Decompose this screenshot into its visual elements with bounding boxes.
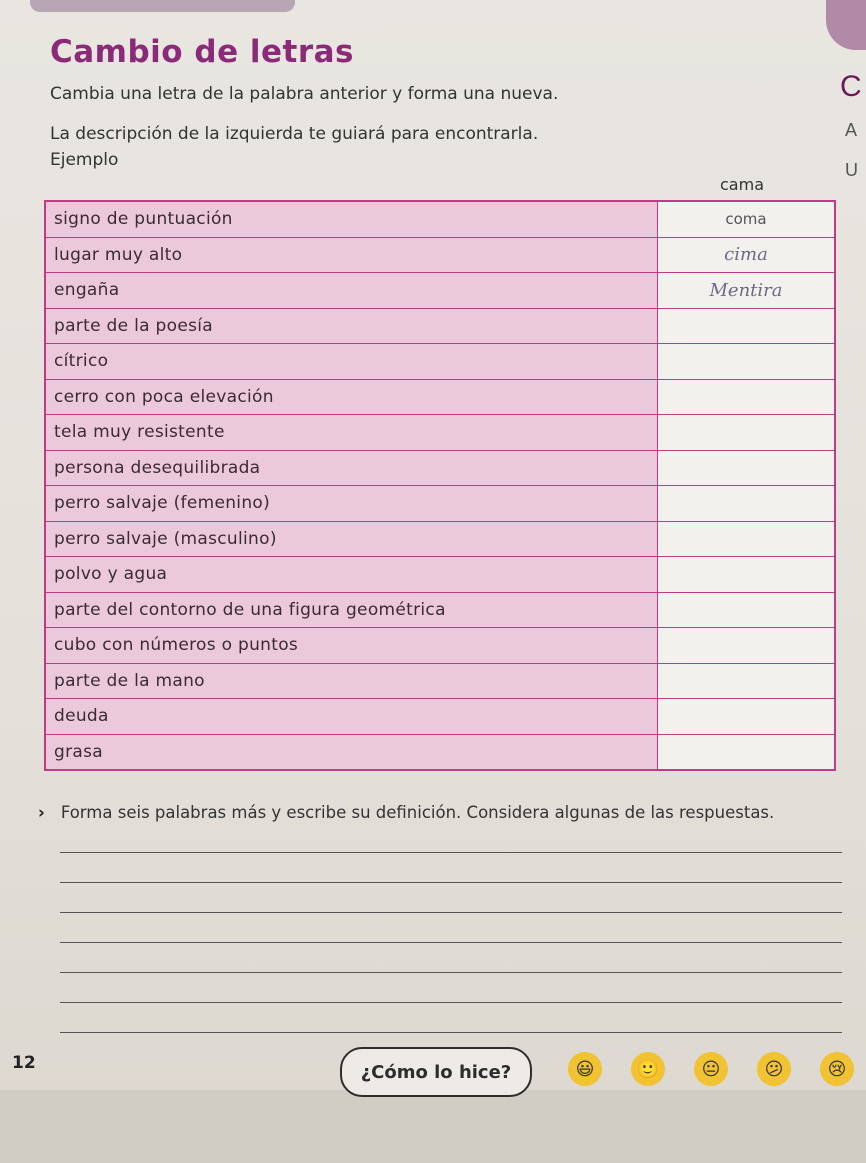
top-decorative-band bbox=[30, 0, 295, 12]
answer-line[interactable] bbox=[60, 852, 842, 853]
table-row bbox=[46, 309, 834, 345]
table-row bbox=[46, 699, 834, 735]
answer-cell[interactable]: coma bbox=[658, 202, 834, 237]
sad-face-icon[interactable]: 😢 bbox=[820, 1052, 854, 1086]
definition-cell: grasa bbox=[46, 735, 658, 770]
example-label: Ejemplo bbox=[50, 150, 119, 170]
instruction-2: La descripción de la izquierda te guiará para encontrarla. bbox=[50, 124, 539, 144]
answer-cell[interactable] bbox=[658, 309, 834, 344]
footer-bar bbox=[0, 1090, 866, 1163]
answer-line[interactable] bbox=[60, 1002, 842, 1003]
answer-cell[interactable] bbox=[658, 628, 834, 663]
answer-cell[interactable] bbox=[658, 344, 834, 379]
table-row bbox=[46, 273, 834, 309]
table-row bbox=[46, 522, 834, 558]
table-row bbox=[46, 557, 834, 593]
exercise-prompt bbox=[38, 803, 774, 822]
table-row bbox=[46, 202, 834, 238]
table-row bbox=[46, 451, 834, 487]
table-row bbox=[46, 380, 834, 416]
answer-line[interactable] bbox=[60, 912, 842, 913]
exercise-prompt-text: Forma seis palabras más y escribe su definición. Considera algunas de las respuestas. bbox=[60, 803, 775, 822]
table-row bbox=[46, 415, 834, 451]
answer-cell[interactable] bbox=[658, 735, 834, 770]
answer-cell[interactable]: cima bbox=[658, 238, 834, 273]
definition-cell: parte de la poesía bbox=[46, 309, 658, 344]
edge-letter-a: A bbox=[845, 120, 858, 140]
definition-cell: signo de puntuación bbox=[46, 202, 658, 237]
answer-cell[interactable] bbox=[658, 486, 834, 521]
definition-cell: persona desequilibrada bbox=[46, 451, 658, 486]
answer-line[interactable] bbox=[60, 882, 842, 883]
definition-cell: perro salvaje (masculino) bbox=[46, 522, 658, 557]
answer-cell[interactable] bbox=[658, 699, 834, 734]
edge-letter-u: U bbox=[845, 160, 858, 180]
very-happy-face-icon[interactable]: 😃 bbox=[568, 1052, 602, 1086]
answer-cell[interactable] bbox=[658, 380, 834, 415]
answer-line[interactable] bbox=[60, 1032, 842, 1033]
answer-cell[interactable] bbox=[658, 557, 834, 592]
table-row bbox=[46, 664, 834, 700]
answer-cell[interactable]: Mentira bbox=[658, 273, 834, 308]
edge-letter-c: C bbox=[840, 70, 862, 103]
definition-cell: deuda bbox=[46, 699, 658, 734]
definition-cell: engaña bbox=[46, 273, 658, 308]
neutral-face-icon[interactable]: 😐 bbox=[694, 1052, 728, 1086]
chevron-icon: › bbox=[38, 803, 45, 822]
page-title: Cambio de letras bbox=[50, 34, 355, 70]
definition-cell: cítrico bbox=[46, 344, 658, 379]
definition-cell: parte del contorno de una figura geométrica bbox=[46, 593, 658, 628]
answer-cell[interactable] bbox=[658, 522, 834, 557]
definition-cell: perro salvaje (femenino) bbox=[46, 486, 658, 521]
table-row bbox=[46, 238, 834, 274]
page-number: 12 bbox=[12, 1053, 36, 1073]
table-row bbox=[46, 593, 834, 629]
definition-cell: cerro con poca elevación bbox=[46, 380, 658, 415]
answer-cell[interactable] bbox=[658, 664, 834, 699]
table-row bbox=[46, 628, 834, 664]
table-row bbox=[46, 344, 834, 380]
worried-face-icon[interactable]: 😕 bbox=[757, 1052, 791, 1086]
definition-cell: parte de la mano bbox=[46, 664, 658, 699]
table-row bbox=[46, 735, 834, 770]
definition-cell: tela muy resistente bbox=[46, 415, 658, 450]
definition-cell: cubo con números o puntos bbox=[46, 628, 658, 663]
happy-face-icon[interactable]: 🙂 bbox=[631, 1052, 665, 1086]
definition-cell: polvo y agua bbox=[46, 557, 658, 592]
answer-cell[interactable] bbox=[658, 415, 834, 450]
answer-line[interactable] bbox=[60, 942, 842, 943]
word-table bbox=[44, 200, 836, 771]
instruction-1: Cambia una letra de la palabra anterior y forma una nueva. bbox=[50, 84, 559, 104]
definition-cell: lugar muy alto bbox=[46, 238, 658, 273]
answer-cell[interactable] bbox=[658, 593, 834, 628]
answer-line[interactable] bbox=[60, 972, 842, 973]
example-word: cama bbox=[720, 175, 764, 194]
table-row bbox=[46, 486, 834, 522]
answer-cell[interactable] bbox=[658, 451, 834, 486]
como-lo-hice-label: ¿Cómo lo hice? bbox=[340, 1047, 532, 1097]
edge-decorative-shape bbox=[826, 0, 866, 50]
